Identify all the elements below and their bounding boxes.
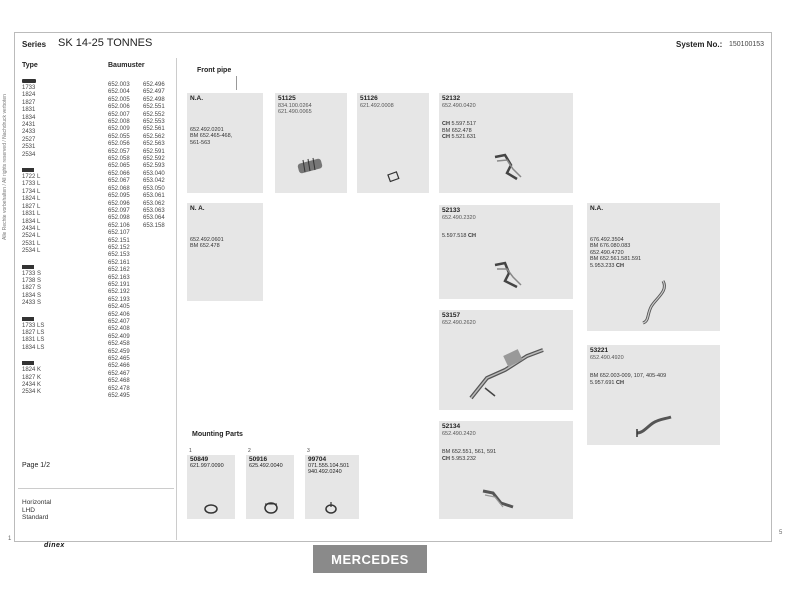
baumuster-item: 652.593 <box>143 163 165 170</box>
part-sub: 621.490.0065 <box>278 109 312 115</box>
clamp-icon <box>203 503 219 515</box>
part-card[interactable] <box>275 93 347 193</box>
part-line: BM 652.465-468, <box>190 133 233 139</box>
part-line: 676.492.3504 <box>590 236 624 243</box>
tipper-icon <box>22 361 36 365</box>
baumuster-item: 652.107 <box>108 230 130 237</box>
baumuster-item: 652.561 <box>143 126 165 133</box>
part-line: 5.597.518 <box>442 233 467 239</box>
part-line: BM 652.478 <box>190 243 220 249</box>
baumuster-item: 652.405 <box>108 304 130 311</box>
part-line: 652.492.0601 <box>190 236 224 243</box>
type-item: 1722 L <box>22 174 41 181</box>
type-item: 2433 S <box>22 300 42 307</box>
part-line: 5.953.232 <box>451 455 476 462</box>
part-sub: 834.100.0264 <box>278 102 312 109</box>
truck-icon <box>22 79 36 83</box>
type-item: 1827 K <box>22 374 42 381</box>
baumuster-item: 653.062 <box>143 200 165 207</box>
baumuster-item: 652.191 <box>108 281 130 288</box>
part-code: 50916 <box>249 456 268 463</box>
baumuster-item: 653.050 <box>143 185 165 192</box>
type-item: 2531 <box>22 144 36 151</box>
part-sub: 652.490.2420 <box>442 430 476 437</box>
baumuster-item: 652.007 <box>108 111 130 118</box>
mounting-part-card[interactable] <box>305 455 359 519</box>
part-code: 53221 <box>590 347 609 354</box>
baumuster-item: 652.161 <box>108 259 130 266</box>
clamp-icon <box>262 501 280 515</box>
mounting-index: 2 <box>248 448 251 454</box>
baumuster-item: 652.498 <box>143 96 165 103</box>
baumuster-item: 653.064 <box>143 215 165 222</box>
baumuster-item: 652.106 <box>108 222 130 229</box>
baumuster-item: 652.153 <box>108 252 130 259</box>
baumuster-item: 652.551 <box>143 104 165 111</box>
baumuster-item: 653.042 <box>143 178 165 185</box>
baumuster-item: 652.563 <box>143 141 165 148</box>
baumuster-item: 652.004 <box>108 89 130 96</box>
part-sub: 621.492.0008 <box>360 102 394 109</box>
brand-logo: dinex <box>44 542 65 549</box>
type-item: 1834 L <box>22 218 41 225</box>
side-note: Alle Rechte vorbehalten / All rights reserved / Nachdruck verboten <box>2 94 8 240</box>
mounting-part-card[interactable] <box>246 455 294 519</box>
type-item: 1733 <box>22 85 36 91</box>
mounting-parts-title: Mounting Parts <box>192 431 243 438</box>
baumuster-item: 652.465 <box>108 356 130 363</box>
part-card[interactable] <box>187 93 263 193</box>
baumuster-item: 652.058 <box>108 156 130 163</box>
part-code: 51126 <box>360 95 378 102</box>
part-card[interactable] <box>439 205 573 299</box>
part-code: N.A. <box>190 95 203 102</box>
part-sub: 652.490.2620 <box>442 319 476 326</box>
baumuster-item: 652.057 <box>108 148 130 155</box>
baumuster-item: 652.552 <box>143 111 165 118</box>
baumuster-item: 652.096 <box>108 200 130 207</box>
part-line: BM 652.551, 561, 591 <box>442 449 497 455</box>
type-item: 1831 LS <box>22 337 45 344</box>
type-item: 1824 <box>22 92 36 99</box>
type-item: 1827 <box>22 99 36 106</box>
baumuster-item: 652.495 <box>108 393 130 400</box>
baumuster-item: 652.162 <box>108 267 130 274</box>
type-item: 1827 L <box>22 203 41 210</box>
type-item: 2534 K <box>22 389 42 396</box>
baumuster-item: 652.095 <box>108 193 130 200</box>
type-item: 1831 <box>22 107 36 114</box>
front-pipe-leader-line <box>236 76 237 90</box>
part-line: BM 652.478 <box>442 127 472 134</box>
exhaust-bend-icon <box>491 151 527 185</box>
part-card[interactable] <box>439 310 573 410</box>
type-item: 2534 <box>22 151 36 158</box>
make-banner: MERCEDES <box>313 545 427 573</box>
semi-trailer-icon <box>22 265 36 269</box>
part-code: 53157 <box>442 312 461 319</box>
type-list <box>22 74 92 397</box>
type-item: 1824 K <box>22 367 42 374</box>
footer-line: Horizontal <box>22 499 52 506</box>
type-item: 1734 L <box>22 188 41 195</box>
mounting-index: 1 <box>189 448 192 454</box>
part-line: 071.555.104.501 <box>308 463 350 470</box>
baumuster-item: 652.008 <box>108 119 130 126</box>
baumuster-item: 652.055 <box>108 133 130 140</box>
part-line: BM 652.003-009, 107, 405-409 <box>590 373 667 379</box>
part-line: 5.953.233 <box>590 262 615 269</box>
baumuster-item: 652.458 <box>108 341 130 348</box>
baumuster-item: 652.006 <box>108 104 130 111</box>
type-heading: Type <box>22 62 38 69</box>
baumuster-item: 652.553 <box>143 119 165 126</box>
part-line: 5.957.691 <box>590 379 615 386</box>
part-line: 940.492.0240 <box>308 469 342 476</box>
baumuster-item: 652.406 <box>108 311 130 318</box>
type-item: 1834 <box>22 114 36 121</box>
type-item: 1827 LS <box>22 329 45 336</box>
series-label: Series <box>22 40 47 49</box>
corner-mark-left: 1 <box>8 536 12 542</box>
type-item: 2527 <box>22 136 36 143</box>
footer-block <box>22 499 51 522</box>
part-card[interactable] <box>439 93 573 193</box>
tractor-icon <box>22 168 36 172</box>
part-code: 52133 <box>442 207 461 214</box>
baumuster-item: 652.065 <box>108 163 130 170</box>
baumuster-column-1 <box>108 82 142 400</box>
part-card[interactable] <box>187 203 263 301</box>
flex-pipe-icon <box>295 155 325 179</box>
part-line: 561-563 <box>190 139 211 146</box>
part-sub: 652.490.4920 <box>590 354 624 361</box>
baumuster-item: 652.478 <box>108 385 130 392</box>
baumuster-item: 652.467 <box>108 370 130 377</box>
baumuster-item: 652.459 <box>108 348 130 355</box>
baumuster-item: 652.098 <box>108 215 130 222</box>
type-item: 1733 S <box>22 270 42 277</box>
type-item: 2531 L <box>22 240 41 247</box>
part-code: 51125 <box>278 95 296 102</box>
part-sub: 652.490.0420 <box>442 102 476 109</box>
baumuster-item: 652.591 <box>143 148 165 155</box>
type-item: 2524 L <box>22 233 41 240</box>
footer-line: LHD <box>22 506 36 514</box>
baumuster-item: 652.408 <box>108 326 130 333</box>
part-card[interactable] <box>587 203 720 331</box>
baumuster-item: 652.009 <box>108 126 130 133</box>
type-item: 1733 L <box>22 181 41 188</box>
short-bend-icon <box>633 413 675 439</box>
part-code: 52134 <box>442 423 461 430</box>
type-item: 1733 LS <box>22 322 45 329</box>
type-item: 2434 L <box>22 225 41 232</box>
baumuster-item: 653.061 <box>143 193 165 200</box>
part-code: 99704 <box>308 456 327 463</box>
baumuster-item: 652.151 <box>108 237 130 244</box>
baumuster-item: 652.163 <box>108 274 130 281</box>
baumuster-item: 652.192 <box>108 289 130 296</box>
exhaust-bend-icon <box>479 485 519 513</box>
baumuster-item: 652.193 <box>108 296 130 303</box>
baumuster-item: 652.466 <box>108 363 130 370</box>
baumuster-item: 653.040 <box>143 170 165 177</box>
series-value: SK 14-25 TONNES <box>58 37 153 49</box>
baumuster-item: 652.066 <box>108 170 130 177</box>
system-value: 150100153 <box>729 41 765 48</box>
baumuster-item: 652.496 <box>143 82 165 88</box>
baumuster-item: 653.158 <box>143 222 165 229</box>
page-label: Page 1/2 <box>22 462 51 469</box>
type-item: 1834 S <box>22 292 42 299</box>
part-code: 52132 <box>442 95 461 102</box>
part-line: 652.492.0201 <box>190 126 224 133</box>
part-line: 621.997.0090 <box>190 463 224 470</box>
mounting-index: 3 <box>307 448 310 454</box>
type-item: 1827 S <box>22 285 42 292</box>
baumuster-column-2 <box>143 82 177 230</box>
baumuster-heading: Baumuster <box>108 62 145 69</box>
curved-pipe-icon <box>635 277 675 327</box>
footer-divider <box>18 488 174 489</box>
type-item: 2434 K <box>22 382 42 388</box>
low-semi-icon <box>22 317 36 321</box>
baumuster-item: 652.497 <box>143 89 165 96</box>
baumuster-item: 652.152 <box>108 244 130 251</box>
part-code: N. A. <box>190 205 205 212</box>
mounting-part-card[interactable] <box>187 455 235 519</box>
ch-mark: CH <box>442 134 450 140</box>
ch-mark: CH <box>442 455 450 462</box>
type-item: 1738 S <box>22 277 42 284</box>
exhaust-bend-icon <box>491 257 527 293</box>
part-card[interactable] <box>587 345 720 445</box>
front-pipe-title: Front pipe <box>197 67 232 74</box>
baumuster-item: 652.468 <box>108 378 130 385</box>
baumuster-item: 652.592 <box>143 156 165 163</box>
type-item: 2534 L <box>22 248 41 255</box>
gasket-icon <box>387 171 401 183</box>
part-line: 652.490.4720 <box>590 249 624 256</box>
bolt-kit-icon <box>323 501 339 515</box>
part-line: 5.597.517 <box>451 121 476 127</box>
footer-line: Standard <box>22 514 49 521</box>
baumuster-item: 652.056 <box>108 141 130 148</box>
system-label: System No.: <box>676 40 723 49</box>
part-code: N.A. <box>590 205 603 212</box>
type-item: 2431 <box>22 122 36 129</box>
part-line: BM 652.561.581.591 <box>590 256 642 262</box>
ch-mark: CH <box>616 262 624 269</box>
type-item: 1834 LS <box>22 344 45 351</box>
baumuster-item: 652.407 <box>108 319 130 325</box>
ch-mark: CH <box>616 379 624 386</box>
baumuster-item: 652.409 <box>108 333 130 340</box>
baumuster-item: 652.067 <box>108 178 130 185</box>
part-line: 625.492.0040 <box>249 463 283 470</box>
part-line: 5.521.631 <box>451 134 476 140</box>
baumuster-item: 652.562 <box>143 133 165 140</box>
part-card[interactable] <box>439 421 573 519</box>
ch-mark: CH <box>442 121 450 127</box>
front-pipe-assembly-icon <box>465 344 549 404</box>
baumuster-item: 652.005 <box>108 96 130 103</box>
part-sub: 652.490.2320 <box>442 214 476 221</box>
part-code: 50849 <box>190 456 209 463</box>
part-card[interactable] <box>357 93 429 193</box>
ch-mark: CH <box>468 233 476 239</box>
baumuster-item: 652.003 <box>108 82 130 88</box>
type-item: 1824 L <box>22 196 41 203</box>
baumuster-item: 653.063 <box>143 207 165 214</box>
baumuster-item: 652.097 <box>108 207 130 214</box>
baumuster-item: 652.068 <box>108 185 130 192</box>
corner-mark-right: 5 <box>779 530 783 536</box>
part-line: BM 676.080.083 <box>590 243 631 249</box>
type-item: 1831 L <box>22 211 41 218</box>
type-item: 2433 <box>22 129 36 136</box>
